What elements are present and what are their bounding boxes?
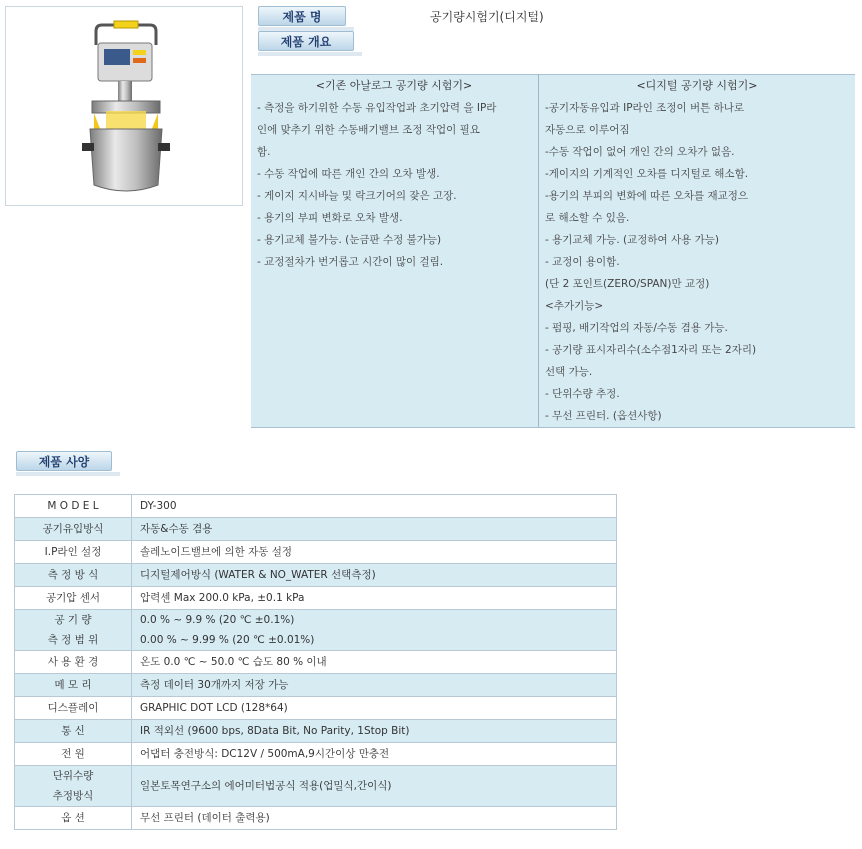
spec-key (15, 610, 132, 651)
spec-key-text: 측 정 범 위 (47, 634, 99, 646)
analog-line: - 용기의 부피 변화로 오차 발생. (257, 212, 403, 224)
spec-value (132, 587, 617, 610)
spec-key-text: 추정방식 (52, 790, 94, 802)
spec-key (15, 807, 132, 830)
digital-line: - 무선 프린터. (옵션사항) (545, 410, 662, 422)
spec-value-text: GRAPHIC DOT LCD (128*64) (140, 702, 288, 714)
digital-line: -용기의 부피의 변화에 따른 오차를 재교정으 (545, 190, 749, 202)
spec-value (132, 807, 617, 830)
spec-row (15, 587, 617, 610)
overview-panel (251, 74, 855, 428)
spec-row (15, 674, 617, 697)
product-name-value: 공기량시험기(디지털) (430, 10, 544, 24)
spec-key-text: 메 모 리 (54, 679, 92, 691)
spec-value (132, 651, 617, 674)
spec-value (132, 518, 617, 541)
digital-line: - 펌핑, 배기작업의 자동/수동 겸용 가능. (545, 322, 728, 334)
analog-column (251, 75, 537, 427)
spec-key (15, 587, 132, 610)
spec-key (15, 674, 132, 697)
spec-key (15, 564, 132, 587)
spec-key (15, 766, 132, 807)
spec-key (15, 651, 132, 674)
spec-value (132, 766, 617, 807)
digital-line: - 공기량 표시자리수(소수점1자리 또는 2자리) (545, 344, 757, 356)
spec-row (15, 697, 617, 720)
air-meter-illustration (6, 7, 244, 207)
product-spec-label: 제품 사양 (16, 451, 112, 471)
spec-row (15, 564, 617, 587)
spec-key-text: 디스플레이 (47, 702, 99, 714)
digital-line: - 단위수량 추정. (545, 388, 620, 400)
product-photo (5, 6, 243, 206)
analog-line: - 게이지 지시바늘 및 락크기어의 잦은 고장. (257, 190, 457, 202)
digital-line: -공기자동유입과 IP라인 조정이 버튼 하나로 (545, 102, 744, 114)
spec-key-text: 옵 션 (61, 812, 85, 824)
label-underline (258, 52, 362, 56)
analog-line: - 측정을 하기위한 수동 유입작업과 초기압력 을 IP라 (257, 102, 497, 114)
digital-line: 선택 가능. (545, 366, 593, 378)
spec-value (132, 697, 617, 720)
analog-lines (251, 97, 537, 273)
digital-line: -수동 작업이 없어 개인 간의 오차가 없음. (545, 146, 735, 158)
spec-key-text: I.P라인 설정 (44, 546, 102, 558)
product-name-label: 제품 명 (258, 6, 346, 26)
spec-row (15, 541, 617, 564)
analog-line: - 수동 작업에 따른 개인 간의 오차 발생. (257, 168, 440, 180)
digital-line: - 교정이 용이함. (545, 256, 620, 268)
spec-value (132, 495, 617, 518)
spec-key-text: 공 기 량 (54, 614, 92, 626)
digital-column (538, 75, 855, 427)
spec-value (132, 743, 617, 766)
spec-value-text: 0.00 % ~ 9.99 % (20 ℃ ±0.01%) (140, 634, 315, 646)
spec-key-text: 단위수량 (52, 770, 94, 782)
spec-value-text: 무선 프린터 (데이터 출력용) (140, 812, 270, 824)
spec-row (15, 651, 617, 674)
spec-key (15, 541, 132, 564)
digital-line: 로 해소할 수 있음. (545, 212, 630, 224)
spec-value-text: 자동&수동 겸용 (140, 523, 213, 535)
spec-value-text: 디지털제어방식 (WATER & NO_WATER 선택측정) (140, 569, 376, 581)
spec-value-text: 압력센 Max 200.0 kPa, ±0.1 kPa (140, 592, 305, 604)
analog-line: 함. (257, 146, 271, 158)
spec-key (15, 720, 132, 743)
analog-line: - 용기교체 불가능. (눈금판 수정 불가능) (257, 234, 442, 246)
spec-row (15, 720, 617, 743)
spec-value-text: 0.0 % ~ 9.9 % (20 ℃ ±0.1%) (140, 614, 295, 626)
spec-row (15, 743, 617, 766)
spec-row (15, 495, 617, 518)
spec-row (15, 766, 617, 807)
spec-value-text: IR 적외선 (9600 bps, 8Data Bit, No Parity, 1Stop Bit) (140, 725, 410, 737)
spec-value (132, 541, 617, 564)
spec-key-text: 사 용 환 경 (47, 656, 99, 668)
spec-key (15, 697, 132, 720)
spec-key-text: 공기유입방식 (42, 523, 104, 535)
digital-line: <추가기능> (545, 300, 604, 312)
analog-line: 인에 맞추기 위한 수동배기밸브 조정 작업이 필요 (257, 124, 480, 136)
digital-line: -게이지의 기계적인 오차를 디지털로 해소함. (545, 168, 749, 180)
spec-value-text: 솔레노이드밸브에 의한 자동 설정 (140, 546, 293, 558)
spec-value (132, 610, 617, 651)
spec-row (15, 610, 617, 651)
spec-row (15, 518, 617, 541)
spec-row (15, 807, 617, 830)
spec-table (14, 494, 617, 830)
spec-value (132, 674, 617, 697)
product-overview-label: 제품 개요 (258, 31, 354, 51)
spec-key (15, 495, 132, 518)
digital-column-title: <디지털 공기량 시험기> (636, 79, 758, 92)
spec-value-text: 일본토목연구소의 에어미터법공식 적용(업밀식,간이식) (140, 780, 392, 792)
spec-value-text: 온도 0.0 ℃ ~ 50.0 ℃ 습도 80 % 이내 (140, 656, 327, 668)
digital-line: (단 2 포인트(ZERO/SPAN)만 교정) (545, 278, 710, 290)
digital-line: 자동으로 이루어짐 (545, 124, 630, 136)
spec-value-text: 어댑터 충전방식: DC12V / 500mA,9시간이상 만충전 (140, 748, 390, 760)
spec-key-text: 통 신 (61, 725, 85, 737)
digital-lines (539, 97, 855, 427)
spec-key-text: 측 정 방 식 (47, 569, 99, 581)
spec-key-text: M O D E L (47, 500, 99, 512)
analog-line: - 교정절차가 번거롭고 시간이 많이 걸림. (257, 256, 444, 268)
spec-value (132, 564, 617, 587)
label-underline (16, 472, 120, 476)
spec-value-text: 측정 데이터 30개까지 저장 가능 (140, 679, 289, 691)
spec-key (15, 743, 132, 766)
spec-key-text: 공기압 센서 (45, 592, 101, 604)
spec-key-text: 전 원 (61, 748, 85, 760)
spec-value (132, 720, 617, 743)
spec-key (15, 518, 132, 541)
spec-value-text: DY-300 (140, 500, 177, 512)
analog-column-title: <기존 아날로그 공기량 시험기> (315, 79, 473, 92)
digital-line: - 용기교체 가능. (교정하여 사용 가능) (545, 234, 720, 246)
